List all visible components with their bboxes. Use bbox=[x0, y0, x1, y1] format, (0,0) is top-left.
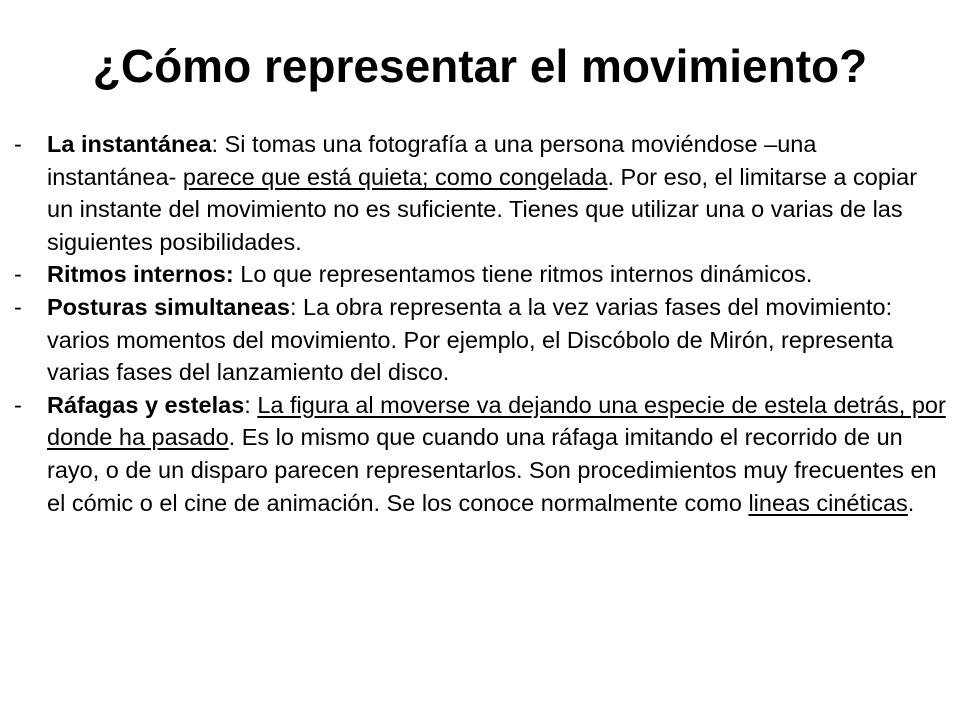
bullet-lead: Ritmos internos: bbox=[47, 261, 234, 288]
bullet-marker: - bbox=[14, 293, 22, 320]
bullet-text: La obra representa a la vez varias fases del movimiento: varios momentos del movimiento. Por ejemplo, el Discóbolo de Mirón, representa varias fases del lanzamiento del disco. bbox=[47, 293, 894, 386]
bullet-instantanea bbox=[14, 128, 949, 258]
bullet-separator: : bbox=[289, 293, 303, 320]
bullet-list bbox=[14, 128, 949, 519]
bullet-text: . Es lo mismo que cuando una ráfaga imitando el recorrido de un rayo, o de un disparo parecen representarlos. Son procedimientos muy frecuentes en el cómic o el cine de animación. Se los conoce normalmente como bbox=[47, 424, 937, 516]
underlined-text: La figura al moverse va dejando una especie de estela detrás, por donde ha pasado bbox=[47, 391, 946, 451]
underlined-text: lineas cinéticas bbox=[748, 489, 908, 516]
bullet-separator: : bbox=[244, 391, 258, 418]
underlined-text: parece que está quieta; como congelada bbox=[182, 163, 608, 190]
bullet-marker: - bbox=[14, 391, 22, 418]
bullet-lead: Ráfagas y estelas bbox=[47, 391, 245, 418]
bullet-separator: : bbox=[211, 131, 225, 157]
slide-title: ¿Cómo representar el movimiento? bbox=[92, 40, 868, 92]
bullet-text: . Por eso, el limitarse a copiar un instante del movimiento no es suficiente. Tienes que utilizar una o varias de las siguientes posibilidades. bbox=[47, 163, 918, 255]
bullet-marker: - bbox=[14, 131, 22, 157]
bullet-lead: La instantánea bbox=[47, 131, 212, 157]
bullet-text: Si tomas una fotografía a una persona moviéndose –una instantánea- bbox=[47, 131, 817, 190]
bullet-text: Lo que representamos tiene ritmos internos dinámicos. bbox=[233, 261, 813, 288]
bullet-lead: Posturas simultaneas bbox=[47, 293, 290, 320]
bullet-rafagas-estelas bbox=[14, 389, 949, 519]
bullet-posturas-simultaneas bbox=[14, 291, 949, 389]
bullet-marker: - bbox=[14, 261, 22, 288]
bullet-text: . bbox=[907, 489, 915, 516]
bullet-ritmos-internos bbox=[14, 258, 949, 291]
